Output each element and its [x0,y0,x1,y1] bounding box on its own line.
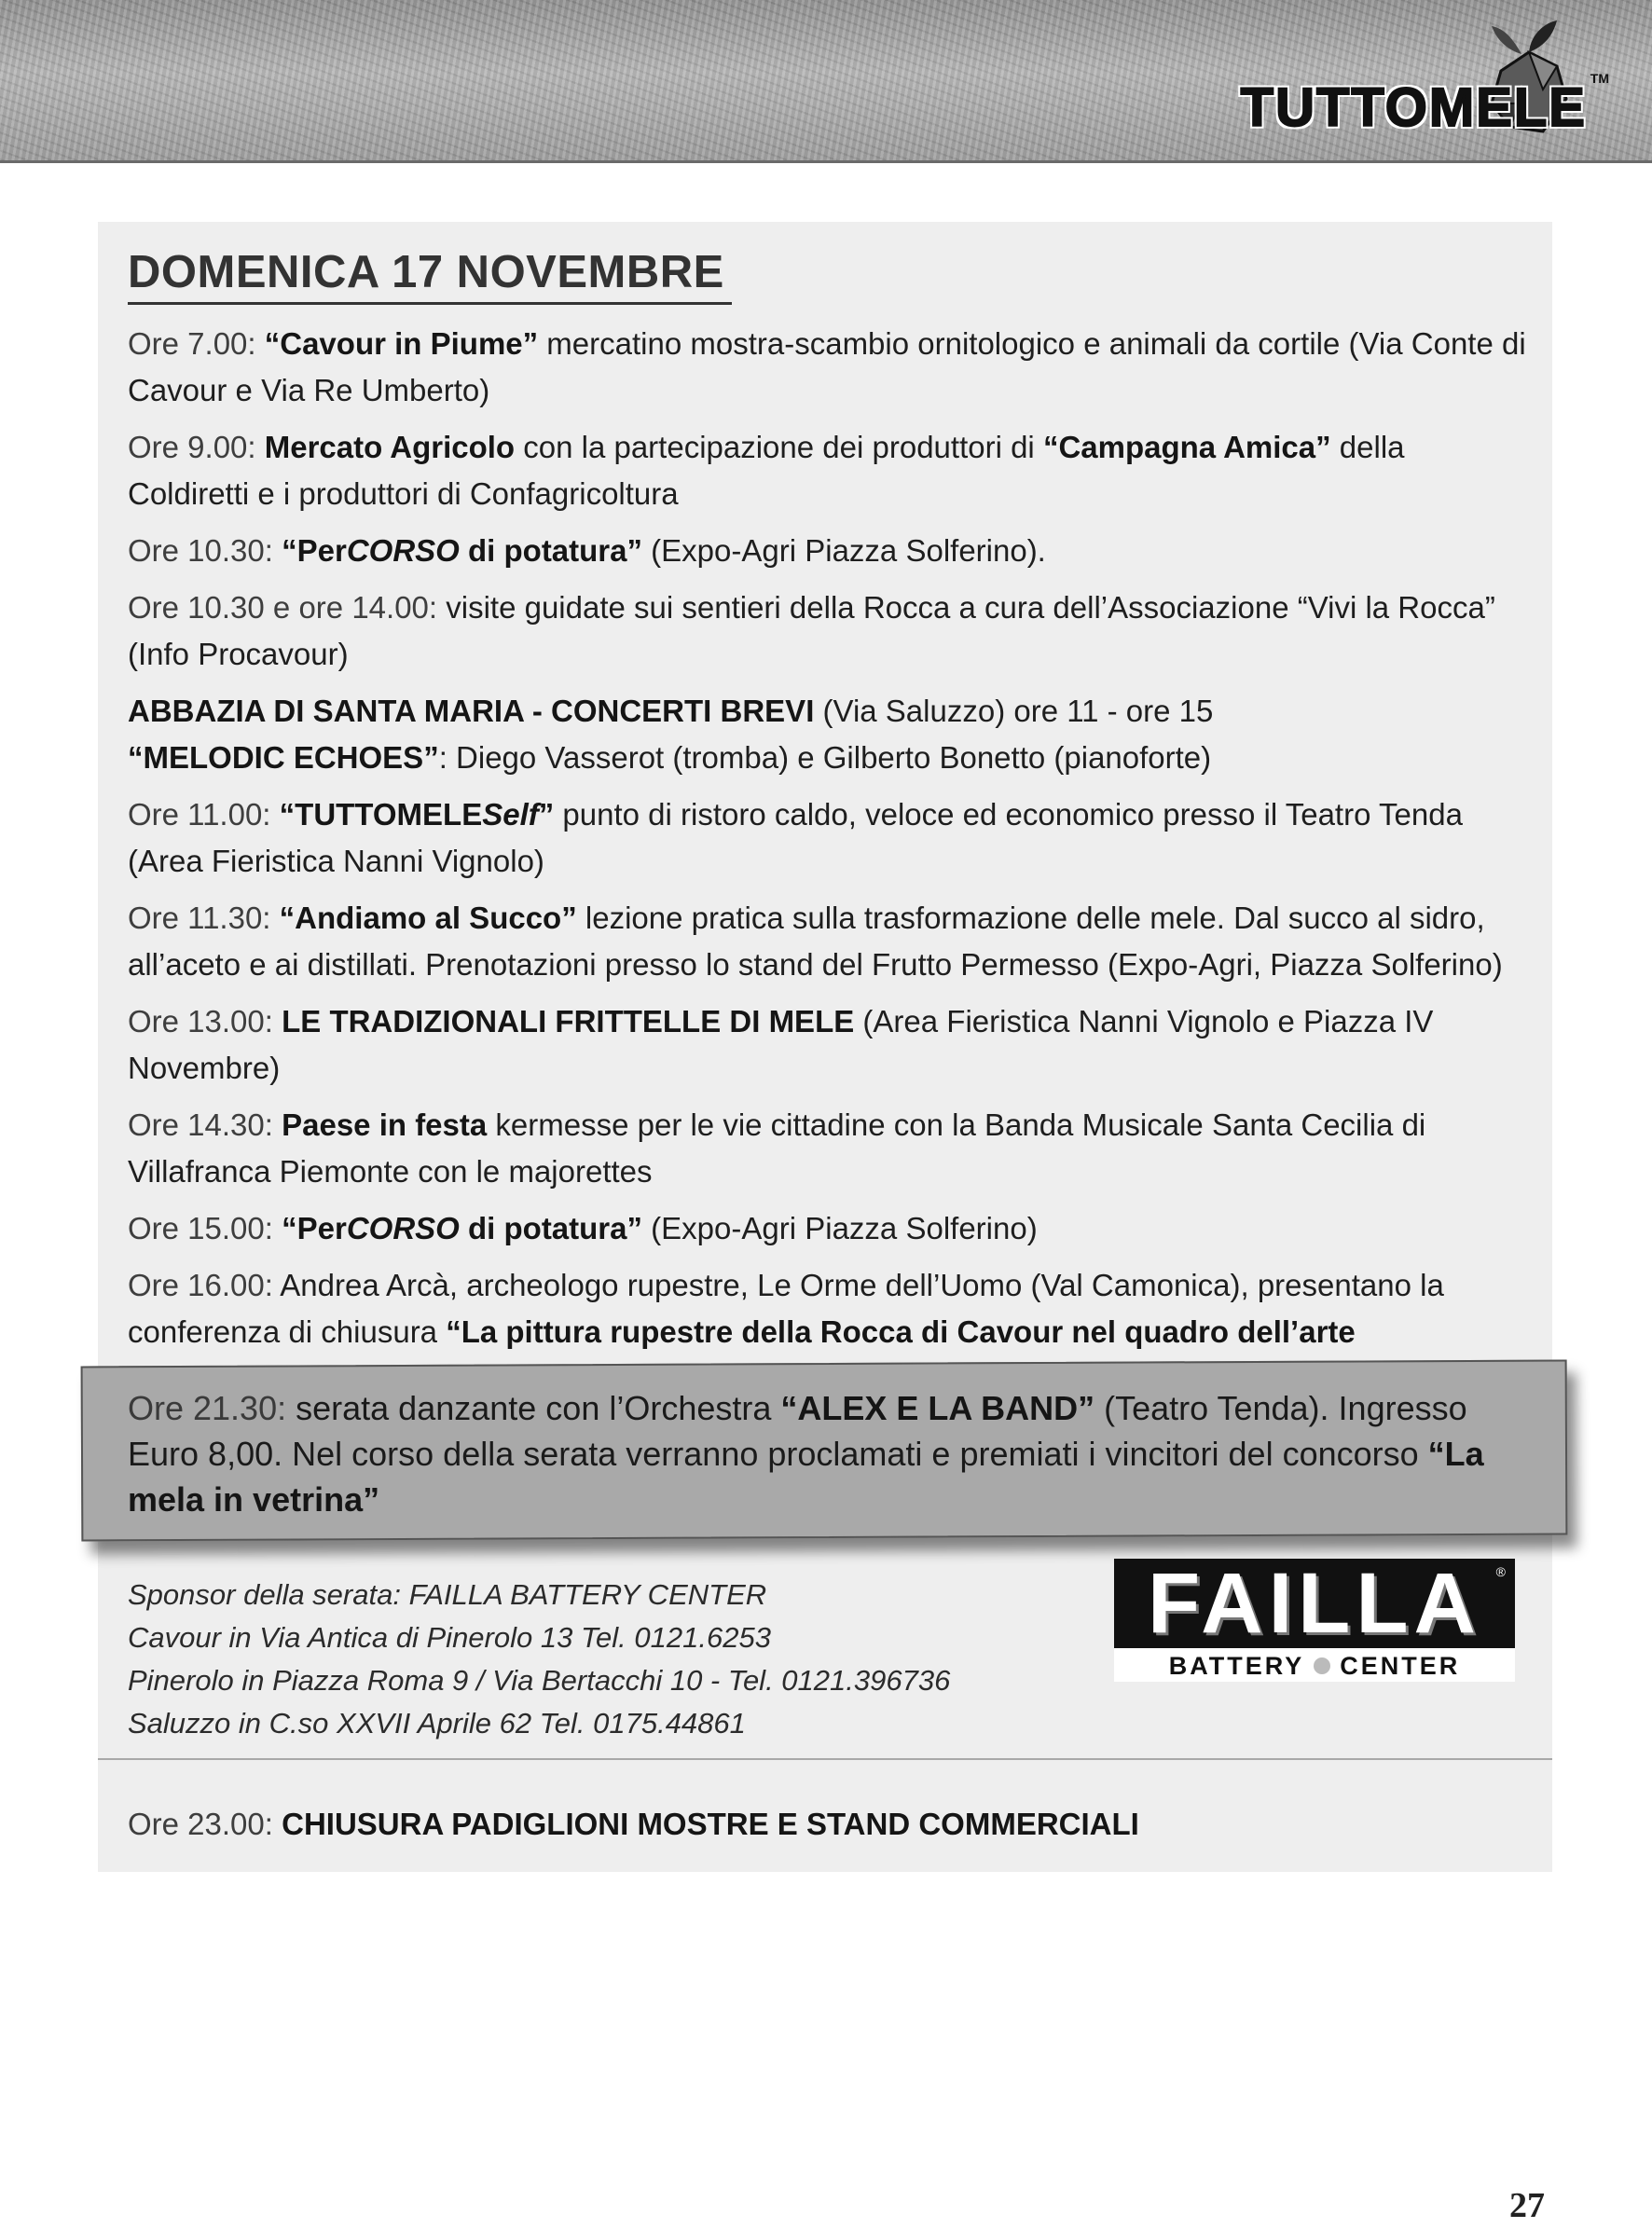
event-item [128,585,1526,678]
event-text: visite guidate sui sentieri della Rocca a cura dell’Associazione “Vivi la Rocca” (Info Procavour) [128,590,1495,671]
event-item [128,528,1526,574]
logo-trademark: TM [1590,71,1609,86]
event-highlight-text: ” [538,797,555,832]
event-time: Ore 13.00: [128,1004,282,1038]
event-item [128,424,1526,517]
event-text: mercatino mostra-scambio ornitologico e animali da cortile (Via Conte di Cavour e Via Re Umberto) [128,326,1526,407]
event-text: : Diego Vasserot (tromba) e Gilberto Bonetto (pianoforte) [438,740,1212,775]
sponsor-line: Sponsor della serata: FAILLA BATTERY CENTER [128,1578,767,1611]
event-time: Ore 16.00: [128,1268,281,1302]
event-item [128,998,1526,1092]
event-text: (Expo-Agri Piazza Solferino) [642,1211,1038,1245]
event-highlight-text: “Cavour in Piume” [264,326,539,361]
event-item [128,791,1526,885]
registered-mark: ® [1495,1564,1506,1579]
event-text: serata danzante con l’Orchestra [296,1389,781,1427]
header-banner [0,0,1652,163]
event-highlight-text: “La mela in vetrina” [128,1435,1484,1519]
event-item [128,1102,1526,1195]
event-time: Ore 21.30: [128,1389,296,1427]
event-highlight-text: Self [482,797,539,832]
failla-logo-main: FAILLA [1114,1559,1515,1648]
divider [98,1758,1552,1760]
sponsor-line: Saluzzo in C.so XXVII Aprile 62 Tel. 0175.44861 [128,1707,746,1740]
highlight-event [128,1385,1526,1522]
event-time: Ore 10.30: [128,533,282,568]
event-highlight-text: “La pittura rupestre della Rocca di Cavour nel quadro dell’arte [446,1314,1356,1349]
event-highlight-text: “Andiamo al Succo” [279,901,577,935]
event-item [128,321,1526,414]
event-title: CHIUSURA PADIGLIONI MOSTRE E STAND COMMERCIALI [282,1807,1139,1841]
failla-sub-left: BATTERY [1168,1652,1305,1680]
failla-logo [1114,1556,1515,1682]
tuttomele-logo: TUTTOMELE [1240,77,1587,138]
event-highlight-text: “MELODIC ECHOES” [128,740,439,775]
event-text: kermesse per le vie cittadine con la Banda Musicale Santa Cecilia di Villafranca Piemonte con le majorettes [128,1107,1426,1189]
event-text: (Area Fieristica Nanni Vignolo e Piazza IV Novembre) [128,1004,1434,1085]
event-item [128,895,1526,988]
event-highlight-text: “TUTTOMELE [279,797,483,832]
page-title: DOMENICA 17 NOVEMBRE [128,246,732,305]
failla-logo-sub [1114,1652,1515,1680]
page-number: 27 [1509,2186,1545,2225]
event-time: Ore 14.30: [128,1107,282,1142]
event-time: Ore 7.00: [128,326,265,361]
event-text: (Teatro Tenda). Ingresso Euro 8,00. Nel corso della serata verranno proclamati e premiati i vincitori del concorso [128,1389,1467,1473]
event-highlight-text: LE TRADIZIONALI FRITTELLE DI MELE [282,1004,855,1038]
event-text: con la partecipazione dei produttori di [515,430,1043,464]
event-highlight-text: Paese in festa [282,1107,488,1142]
event-time: Ore 11.00: [128,797,280,832]
event-list [128,321,1526,1412]
event-text: (Expo-Agri Piazza Solferino). [642,533,1046,568]
event-time: Ore 10.30 e ore 14.00: [128,590,447,625]
event-highlight-text: CORSO [346,533,460,568]
closing-event [128,1801,1526,1848]
dot-icon [1314,1657,1330,1674]
event-time: Ore 23.00: [128,1807,282,1841]
event-highlight-text: di potatura” [459,533,643,568]
event-item [128,1205,1526,1252]
event-highlight-text: “Per [282,533,347,568]
event-highlight-text: “Per [282,1211,347,1245]
sponsor-block [128,1574,1060,1745]
event-time: Ore 15.00: [128,1211,282,1245]
event-highlight-text: ABBAZIA DI SANTA MARIA - CONCERTI BREVI [128,694,815,728]
sponsor-line: Cavour in Via Antica di Pinerolo 13 Tel. 0121.6253 [128,1621,771,1654]
event-text: della Coldiretti e i produttori di Confagricoltura [128,430,1405,511]
event-text: (Via Saluzzo) ore 11 - ore 15 [814,694,1214,728]
event-item [128,688,1526,781]
event-time: Ore 11.30: [128,901,280,935]
failla-sub-right: CENTER [1340,1652,1461,1680]
sponsor-line: Pinerolo in Piazza Roma 9 / Via Bertacchi 10 - Tel. 0121.396736 [128,1664,951,1697]
event-text: punto di ristoro caldo, veloce ed economico presso il Teatro Tenda (Area Fieristica Nanni Vignolo) [128,797,1463,878]
event-text: Andrea Arcà, archeologo rupestre, Le Orme dell’Uomo (Val Camonica), presentano la conferenza di chiusura [128,1268,1444,1349]
event-highlight-text: “ALEX E LA BAND” [780,1389,1095,1427]
event-time: Ore 9.00: [128,430,265,464]
event-text: lezione pratica sulla trasformazione delle mele. Dal succo al sidro, all’aceto e ai distillati. Prenotazioni presso lo stand del Frutto Permesso (Expo-Agri, Piazza Solferino) [128,901,1503,982]
event-highlight-text: CORSO [346,1211,460,1245]
event-highlight-text: Mercato Agricolo [264,430,516,464]
event-highlight-text: di potatura” [459,1211,643,1245]
event-highlight-text: “Campagna Amica” [1042,430,1331,464]
